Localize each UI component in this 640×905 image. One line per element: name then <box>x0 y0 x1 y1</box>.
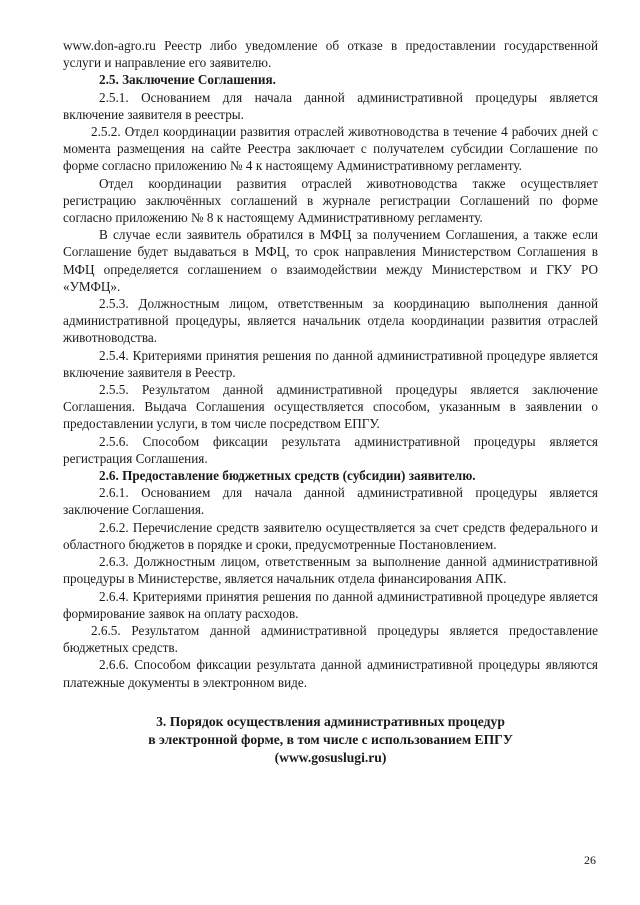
section-title-line-3: (www.gosuslugi.ru) <box>274 749 387 765</box>
paragraph-2-5-5: 2.5.5. Результатом данной административной процедуры является заключение Соглашения. Выдача Соглашения осуществляется способом, указанным в заявлении о предоставлении услуги, в том числе посредством ЕПГУ. <box>63 382 598 432</box>
paragraph-2-5-3: 2.5.3. Должностным лицом, ответственным за координацию выполнения данной административной процедуры, является начальник отдела координации развития отраслей животноводства. <box>63 296 598 346</box>
section-title-line-1: 3. Порядок осуществления административных процедур <box>156 713 505 729</box>
paragraph-2-5-4: 2.5.4. Критериями принятия решения по данной административной процедуре является включение заявителя в Реестр. <box>63 347 598 380</box>
section-title-line-2: в электронной форме, в том числе с использованием ЕПГУ <box>148 731 513 747</box>
paragraph-2-6-3: 2.6.3. Должностным лицом, ответственным за выполнение данной административной процедуры в Министерстве, является начальник отдела финансирования АПК. <box>63 554 598 587</box>
paragraph-mfc: В случае если заявитель обратился в МФЦ за получением Соглашения, а также если Соглашение будет выдаваться в МФЦ, то срок направления Министерством Соглашения в МФЦ определяется соглашением о взаимодействии между Министерством и ГКУ РО «УМФЦ». <box>63 227 598 294</box>
paragraph-2-6-5: 2.6.5. Результатом данной административной процедуры является предоставление бюджетных средств. <box>63 622 598 656</box>
paragraph-registry-notice: www.don-agro.ru Реестр либо уведомление об отказе в предоставлении государственной услуги и направление его заявителю. <box>63 38 598 71</box>
paragraph-2-6-4: 2.6.4. Критериями принятия решения по данной административной процедуре является формирование заявок на оплату расходов. <box>63 588 598 621</box>
section-3-title <box>63 713 598 767</box>
paragraph-2-5-6: 2.5.6. Способом фиксации результата административной процедуры является регистрация Соглашения. <box>63 433 598 466</box>
paragraph-2-5-1: 2.5.1. Основанием для начала данной административной процедуры является включение заявителя в реестры. <box>63 89 598 122</box>
paragraph-2-5-2: 2.5.2. Отдел координации развития отраслей животноводства в течение 4 рабочих дней с момента размещения на сайте Реестра заключает с получателем субсидии Соглашение по форме согласно приложению № 4 к настоящему Административному регламенту. <box>63 124 598 174</box>
paragraph-2-6-6: 2.6.6. Способом фиксации результата данной административной процедуры являются платежные документы в электронном виде. <box>63 657 598 690</box>
paragraph-2-6-2: 2.6.2. Перечисление средств заявителю осуществляется за счет средств федерального и областного бюджетов в порядке и сроки, предусмотренные Постановлением. <box>63 519 598 552</box>
heading-2-6: 2.6. Предоставление бюджетных средств (субсидии) заявителю. <box>99 468 476 484</box>
page-number: 26 <box>584 853 596 867</box>
paragraph-2-6-1: 2.6.1. Основанием для начала данной административной процедуры является заключение Соглашения. <box>63 485 598 518</box>
document-body <box>63 37 598 767</box>
heading-2-5: 2.5. Заключение Соглашения. <box>99 72 276 88</box>
paragraph-registration: Отдел координации развития отраслей животноводства также осуществляет регистрацию заключённых соглашений в журнале регистрации Соглашений по форме согласно приложению № 8 к настоящему Административному регламенту. <box>63 175 598 226</box>
